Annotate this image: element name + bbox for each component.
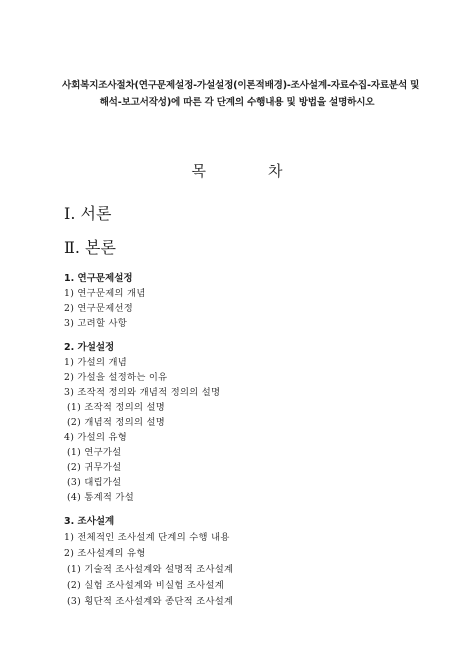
toc-part-intro: Ⅰ. 서론	[64, 204, 112, 223]
toc-item: 1) 가설의 개념	[64, 357, 128, 368]
toc-subitem: (4) 통계적 가설	[67, 492, 134, 503]
toc-subitem: (3) 횡단적 조사설계와 종단적 조사설계	[67, 596, 234, 607]
toc-subitem: (1) 연구가설	[67, 447, 122, 458]
section-title: 1. 연구문제설정	[64, 273, 133, 284]
toc-subitem: (2) 실험 조사설계와 비실험 조사설계	[67, 580, 225, 591]
section-title: 3. 조사설계	[64, 516, 115, 527]
toc-item: 1) 연구문제의 개념	[64, 288, 146, 299]
toc-item: 2) 조사설계의 유형	[64, 548, 146, 559]
toc-subitem: (1) 조작적 정의의 설명	[67, 402, 166, 413]
toc-subitem: (1) 기술적 조사설계와 설명적 조사설계	[67, 564, 234, 575]
toc-subitem: (3) 대립가설	[67, 477, 122, 488]
toc-item: 1) 전체적인 조사설계 단계의 수행 내용	[64, 532, 230, 543]
title-line-2: 해석-보고서작성)에 따른 각 단계의 수행내용 및 방법을 설명하시오	[99, 97, 375, 108]
toc-item: 3) 고려할 사항	[64, 318, 128, 329]
section-title: 2. 가설설정	[64, 342, 115, 353]
toc-item: 2) 가설을 설정하는 이유	[64, 372, 168, 383]
toc-subitem: (2) 개념적 정의의 설명	[67, 417, 166, 428]
toc-item: 4) 가설의 유형	[64, 432, 128, 443]
toc-item: 3) 조작적 정의와 개념적 정의의 설명	[64, 387, 221, 398]
toc-item: 2) 연구문제선정	[64, 303, 134, 314]
toc-subitem: (2) 귀무가설	[67, 462, 122, 473]
document-title	[62, 77, 420, 111]
toc-heading-char-2: 차	[268, 162, 283, 180]
toc-heading-char-1: 목	[191, 162, 206, 180]
title-line-1: 사회복지조사절차(연구문제설정-가설설정(이론적배경)-조사설계-자료수집-자료분석 및	[62, 80, 420, 91]
toc-heading	[0, 160, 474, 181]
toc-part-body: Ⅱ. 본론	[64, 238, 116, 257]
